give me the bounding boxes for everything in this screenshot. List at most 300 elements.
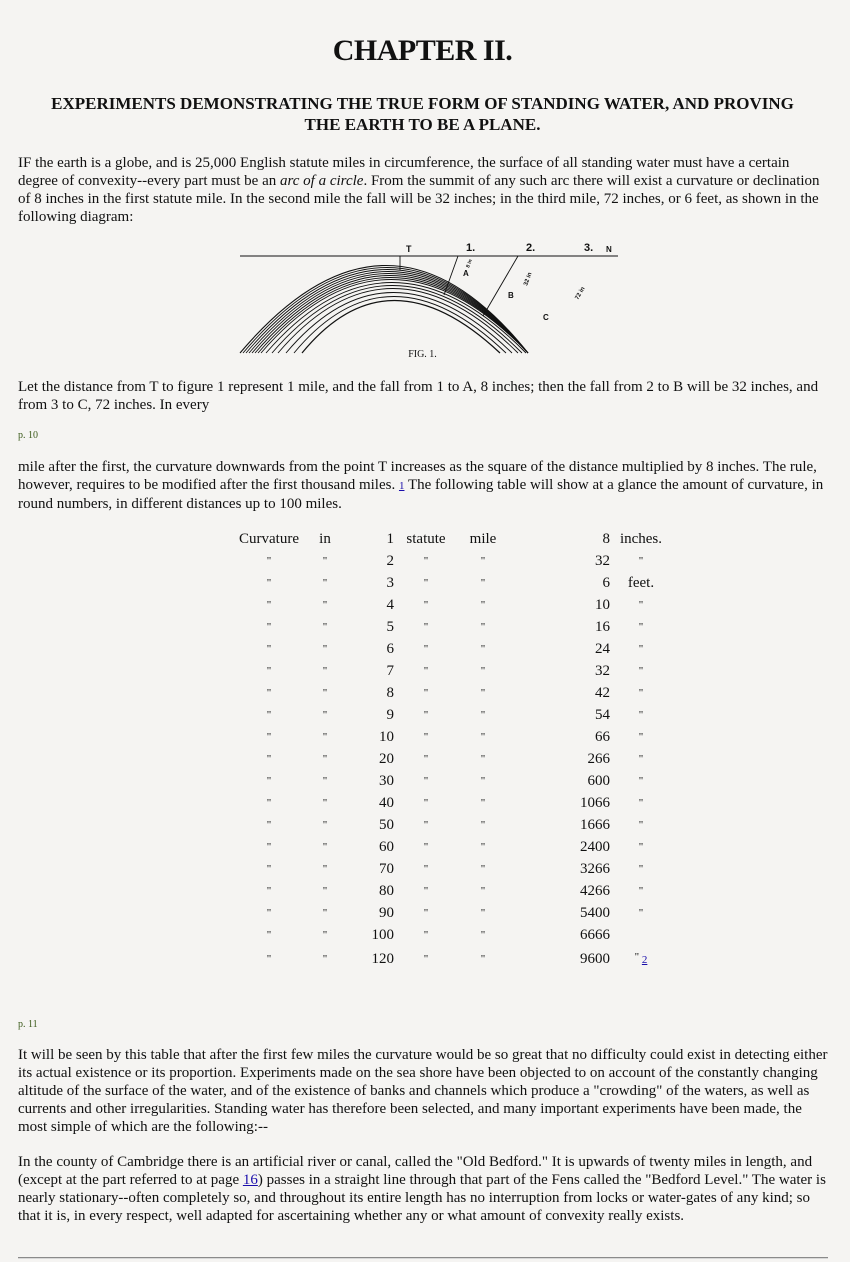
cell-text: " bbox=[638, 599, 644, 611]
figure-caption: FIG. 1. bbox=[408, 349, 437, 360]
table-cell bbox=[312, 814, 338, 836]
table-cell bbox=[400, 616, 452, 638]
table-row bbox=[226, 594, 672, 616]
figure-label-N: N bbox=[606, 245, 612, 254]
table-cell bbox=[452, 660, 514, 682]
table-cell bbox=[400, 550, 452, 572]
text: ) passes in a straight line through that part of the Fens called the "Bedford Level." The water is nearly stationary--often completely so, and throughout its entire length has no interruption from locks or water-gates of any kind; so that it is, in every respect, well adapted for ascertaining whether any or what amount of convexity really exists. bbox=[18, 1172, 826, 1224]
table-cell bbox=[610, 660, 672, 682]
cell-text: 70 bbox=[379, 861, 394, 877]
table-cell bbox=[452, 682, 514, 704]
table-cell bbox=[312, 858, 338, 880]
cell-text: " bbox=[638, 797, 644, 809]
table-row bbox=[226, 550, 672, 572]
cell-text: " bbox=[423, 599, 429, 611]
cell-text: " bbox=[322, 687, 328, 699]
cell-text: " bbox=[266, 907, 272, 919]
cell-text: " bbox=[480, 643, 486, 655]
table-cell bbox=[312, 638, 338, 660]
cell-text: " bbox=[266, 863, 272, 875]
cell-text: " bbox=[423, 952, 429, 965]
table-cell bbox=[452, 726, 514, 748]
cell-text: " bbox=[423, 929, 429, 941]
table-cell bbox=[452, 814, 514, 836]
cell-text: " bbox=[266, 687, 272, 699]
table-cell bbox=[514, 924, 610, 946]
cell-text: " bbox=[480, 797, 486, 809]
cell-text: 42 bbox=[595, 685, 610, 701]
table-row bbox=[226, 946, 672, 971]
cell-text: " bbox=[322, 577, 328, 589]
cell-text: " bbox=[322, 621, 328, 633]
table-row bbox=[226, 880, 672, 902]
figure-label-T: T bbox=[406, 244, 412, 254]
table-cell: in bbox=[319, 531, 331, 547]
figure-label-72in: 72 in bbox=[574, 286, 587, 301]
table-cell bbox=[312, 726, 338, 748]
table-cell bbox=[400, 836, 452, 858]
cell-text: " bbox=[266, 599, 272, 611]
horizontal-rule bbox=[18, 1257, 828, 1259]
cell-text: " bbox=[638, 621, 644, 633]
cell-text: feet. bbox=[627, 575, 655, 591]
table-cell: 1 bbox=[386, 531, 394, 547]
table-cell bbox=[514, 792, 610, 814]
table-cell bbox=[338, 638, 400, 660]
table-cell bbox=[312, 704, 338, 726]
cell-text: 266 bbox=[587, 751, 610, 767]
table-cell bbox=[610, 792, 672, 814]
cell-text: 40 bbox=[379, 795, 394, 811]
cell-text: 9600 bbox=[580, 950, 610, 967]
table-cell bbox=[452, 946, 514, 971]
figure-label-32in: 32 in bbox=[523, 271, 534, 287]
cell-text: " bbox=[638, 885, 644, 897]
table-cell bbox=[338, 660, 400, 682]
table-cell bbox=[226, 770, 312, 792]
cell-text: " bbox=[638, 775, 644, 787]
table-cell bbox=[514, 814, 610, 836]
table-cell bbox=[338, 704, 400, 726]
cell-text: 5 bbox=[386, 619, 394, 635]
cell-text: " bbox=[423, 555, 429, 567]
table-cell bbox=[400, 704, 452, 726]
figure-label-3: 3. bbox=[584, 242, 594, 254]
table-cell bbox=[400, 594, 452, 616]
cell-text: 600 bbox=[587, 773, 610, 789]
table-cell bbox=[610, 880, 672, 902]
table-cell bbox=[452, 748, 514, 770]
table-cell bbox=[226, 682, 312, 704]
table-cell bbox=[338, 572, 400, 594]
text: . From the summit of any such arc there will exist a curvature or declination of 8 inches in the first statute mile. In the second mile the fall will be 32 inches; in the third mile, 72 inches, or 6 feet, as shown in the following diagram: bbox=[18, 173, 820, 225]
cell-text: " bbox=[423, 731, 429, 743]
table-cell bbox=[226, 594, 312, 616]
table-row bbox=[226, 682, 672, 704]
table-cell bbox=[514, 572, 610, 594]
table-cell bbox=[338, 946, 400, 971]
cell-text: " bbox=[266, 665, 272, 677]
table-cell bbox=[452, 638, 514, 660]
table-row bbox=[226, 748, 672, 770]
cell-text: " bbox=[266, 775, 272, 787]
cell-text: 16 bbox=[595, 619, 610, 635]
table-cell bbox=[226, 616, 312, 638]
cell-text: " bbox=[638, 555, 644, 567]
table-cell bbox=[514, 836, 610, 858]
table-cell bbox=[610, 902, 672, 924]
table-cell bbox=[514, 616, 610, 638]
cell-text: " bbox=[638, 819, 644, 831]
table-cell bbox=[400, 748, 452, 770]
table-row bbox=[226, 616, 672, 638]
cell-text: " bbox=[322, 797, 328, 809]
chapter-title: CHAPTER II. bbox=[332, 34, 513, 67]
cell-text: " bbox=[322, 555, 328, 567]
table-cell bbox=[226, 858, 312, 880]
cell-text: " bbox=[423, 863, 429, 875]
page-number-11: p. 11 bbox=[18, 1019, 38, 1030]
table-cell bbox=[610, 946, 672, 971]
table-cell bbox=[514, 638, 610, 660]
table-cell bbox=[514, 748, 610, 770]
cell-text: " bbox=[423, 753, 429, 765]
cell-text: " bbox=[322, 731, 328, 743]
paragraph-diagram-explanation: Let the distance from T to figure 1 represent 1 mile, and the fall from 1 to A, 8 inches; then the fall from 2 to B will be 32 inches, and from 3 to C, 72 inches. In every bbox=[18, 379, 819, 413]
table-cell bbox=[312, 660, 338, 682]
table-cell bbox=[226, 902, 312, 924]
cell-text: " bbox=[266, 577, 272, 589]
table-cell bbox=[400, 638, 452, 660]
table-cell bbox=[452, 594, 514, 616]
cell-text: " bbox=[322, 599, 328, 611]
cell-text: " bbox=[480, 599, 486, 611]
text: IF the earth is a globe, and is 25,000 English statute miles in circumference, the surface of all standing water must have a certain degree of convexity--every part must be an bbox=[18, 155, 790, 189]
cell-text: " bbox=[322, 643, 328, 655]
cell-text: " bbox=[322, 863, 328, 875]
cell-text: " bbox=[423, 907, 429, 919]
cell-text: 1066 bbox=[580, 795, 610, 811]
table-cell bbox=[338, 748, 400, 770]
cell-text: " bbox=[266, 885, 272, 897]
cell-text: " bbox=[480, 665, 486, 677]
cell-text: 90 bbox=[379, 905, 394, 921]
table-row bbox=[226, 836, 672, 858]
table-row bbox=[226, 660, 672, 682]
text: The following table will show at a glance the amount of curvature, in round numbers, in different distances up to 100 miles. bbox=[18, 477, 824, 512]
cell-text: " bbox=[423, 885, 429, 897]
cell-text: 66 bbox=[595, 729, 610, 745]
cell-text: " bbox=[423, 775, 429, 787]
table-cell: inches. bbox=[619, 531, 663, 547]
table-cell bbox=[226, 880, 312, 902]
paragraph-curvature-rule bbox=[18, 458, 833, 513]
table-cell bbox=[338, 770, 400, 792]
table-cell bbox=[226, 748, 312, 770]
table-cell bbox=[610, 836, 672, 858]
table-row bbox=[226, 726, 672, 748]
table-cell bbox=[514, 726, 610, 748]
cell-text: 4266 bbox=[580, 883, 610, 899]
table-row bbox=[226, 770, 672, 792]
table-cell bbox=[338, 616, 400, 638]
cell-text: " bbox=[480, 709, 486, 721]
cell-text: " bbox=[480, 885, 486, 897]
cell-text: " bbox=[480, 863, 486, 875]
cell-text: " bbox=[638, 753, 644, 765]
table-cell bbox=[514, 660, 610, 682]
table-cell bbox=[312, 550, 338, 572]
table-header-row bbox=[226, 528, 672, 550]
footnote-link-2[interactable]: 2 bbox=[641, 954, 648, 967]
table-cell bbox=[338, 858, 400, 880]
figure-label-B: B bbox=[508, 291, 514, 300]
cell-text: " bbox=[266, 797, 272, 809]
table-cell bbox=[514, 902, 610, 924]
table-cell bbox=[226, 550, 312, 572]
cell-text: " bbox=[322, 907, 328, 919]
cell-text: 8 bbox=[386, 685, 394, 701]
table-cell bbox=[312, 836, 338, 858]
cell-text: " bbox=[423, 797, 429, 809]
table-cell bbox=[312, 924, 338, 946]
table-cell bbox=[338, 594, 400, 616]
cell-text: " bbox=[266, 952, 272, 965]
cell-text: 2 bbox=[386, 553, 394, 569]
cell-text: " bbox=[322, 952, 328, 965]
cell-text: " bbox=[322, 885, 328, 897]
table-cell bbox=[610, 594, 672, 616]
cell-text: " bbox=[322, 709, 328, 721]
cell-text: " bbox=[480, 753, 486, 765]
cell-text: " bbox=[423, 709, 429, 721]
cell-text: " bbox=[266, 555, 272, 567]
cell-text: 24 bbox=[595, 641, 610, 657]
table-cell bbox=[452, 616, 514, 638]
table-row bbox=[226, 638, 672, 660]
cell-text: 3 bbox=[386, 575, 394, 591]
table-cell bbox=[338, 550, 400, 572]
figure-label-2: 2. bbox=[526, 242, 536, 254]
table-cell bbox=[610, 572, 672, 594]
cell-text: " bbox=[480, 621, 486, 633]
table-cell bbox=[610, 858, 672, 880]
cell-text: " bbox=[266, 841, 272, 853]
cell-text: " bbox=[480, 577, 486, 589]
cell-text: " bbox=[480, 929, 486, 941]
table-cell bbox=[610, 770, 672, 792]
table-cell bbox=[312, 792, 338, 814]
curvature-diagram bbox=[238, 240, 623, 355]
cell-text: " bbox=[423, 621, 429, 633]
table-cell bbox=[452, 704, 514, 726]
table-row bbox=[226, 924, 672, 946]
cell-text: " bbox=[638, 687, 644, 699]
table-cell bbox=[312, 946, 338, 971]
cell-text: " bbox=[480, 952, 486, 965]
curvature-table bbox=[226, 528, 672, 971]
figure-label-8in: 8 in bbox=[465, 258, 474, 269]
table-cell: mile bbox=[469, 531, 497, 547]
table-cell: 8 bbox=[602, 531, 610, 547]
table-cell bbox=[514, 550, 610, 572]
table-row bbox=[226, 858, 672, 880]
cell-text: " bbox=[322, 665, 328, 677]
table-row bbox=[226, 902, 672, 924]
table-cell bbox=[514, 946, 610, 971]
cell-text: " bbox=[638, 863, 644, 875]
paragraph-table-conclusion: It will be seen by this table that after the first few miles the curvature would be so great that no difficulty could exist in detecting either its actual existence or its proportion. Experiments made on the sea shore have been objected to on account of the constantly changing altitude of the surface of the water, and of the existence of banks and channels which produce a "crowding" of the waters, as well as currents and other irregularities. Standing water has therefore been selected, and many important experiments have been made, the most simple of which are the following:-- bbox=[18, 1047, 828, 1135]
table-cell bbox=[610, 638, 672, 660]
table-cell bbox=[338, 792, 400, 814]
table-cell: statute bbox=[406, 531, 446, 547]
table-cell bbox=[226, 792, 312, 814]
table-cell bbox=[400, 880, 452, 902]
table-cell bbox=[400, 902, 452, 924]
cell-text: " bbox=[638, 709, 644, 721]
table-cell bbox=[610, 726, 672, 748]
table-cell bbox=[400, 682, 452, 704]
figure-label-C: C bbox=[543, 313, 549, 322]
table-cell bbox=[312, 594, 338, 616]
table-cell bbox=[338, 902, 400, 924]
table-cell bbox=[400, 660, 452, 682]
cell-text: " bbox=[638, 665, 644, 677]
cell-text: 54 bbox=[595, 707, 610, 723]
table-cell bbox=[226, 924, 312, 946]
cell-text: " bbox=[423, 577, 429, 589]
table-cell bbox=[226, 814, 312, 836]
cell-text: " bbox=[266, 929, 272, 941]
table-cell bbox=[226, 836, 312, 858]
table-cell bbox=[400, 858, 452, 880]
table-cell bbox=[338, 814, 400, 836]
table-cell bbox=[312, 880, 338, 902]
cell-text: " bbox=[638, 841, 644, 853]
page-number-10: p. 10 bbox=[18, 430, 38, 441]
table-cell bbox=[226, 638, 312, 660]
figure-label-1: 1. bbox=[466, 242, 476, 254]
cell-text: " bbox=[480, 731, 486, 743]
table-row bbox=[226, 572, 672, 594]
table-cell bbox=[610, 682, 672, 704]
cell-text: " bbox=[266, 709, 272, 721]
figure-label-A: A bbox=[463, 269, 469, 278]
table-cell bbox=[400, 770, 452, 792]
table-cell bbox=[610, 748, 672, 770]
table-cell bbox=[610, 704, 672, 726]
cell-text: " bbox=[634, 951, 640, 963]
table-cell bbox=[400, 572, 452, 594]
table-cell bbox=[400, 726, 452, 748]
cell-text: " bbox=[266, 753, 272, 765]
cell-text: 3266 bbox=[580, 861, 610, 877]
cell-text: 80 bbox=[379, 883, 394, 899]
cell-text: " bbox=[480, 775, 486, 787]
table-cell bbox=[452, 880, 514, 902]
cell-text: " bbox=[423, 665, 429, 677]
cell-text: 50 bbox=[379, 817, 394, 833]
table-cell bbox=[514, 682, 610, 704]
table-cell bbox=[226, 572, 312, 594]
cell-text: 20 bbox=[379, 751, 394, 767]
table-cell bbox=[400, 946, 452, 971]
table-cell bbox=[514, 880, 610, 902]
cell-text: 6 bbox=[386, 641, 394, 657]
cell-text: 5400 bbox=[580, 905, 610, 921]
table-cell bbox=[514, 858, 610, 880]
table-cell bbox=[452, 770, 514, 792]
table-cell bbox=[312, 682, 338, 704]
table-cell bbox=[226, 726, 312, 748]
chapter-subtitle: EXPERIMENTS DEMONSTRATING THE TRUE FORM OF STANDING WATER, AND PROVING THE EARTH TO BE A PLANE. bbox=[51, 94, 794, 134]
cell-text: " bbox=[638, 731, 644, 743]
cell-text: 6 bbox=[602, 575, 610, 591]
cell-text: 120 bbox=[371, 950, 394, 967]
footnote-link-1[interactable]: 1 bbox=[398, 480, 405, 492]
cell-text: 100 bbox=[371, 927, 394, 943]
cell-text: " bbox=[423, 687, 429, 699]
cell-text: " bbox=[423, 841, 429, 853]
cell-text: 7 bbox=[386, 663, 394, 679]
cell-text: 9 bbox=[386, 707, 394, 723]
table-cell bbox=[226, 660, 312, 682]
cell-text: 6666 bbox=[580, 927, 610, 943]
cell-text: " bbox=[322, 753, 328, 765]
cell-text: " bbox=[322, 841, 328, 853]
cell-text: " bbox=[480, 687, 486, 699]
cell-text: " bbox=[480, 907, 486, 919]
text: In the county of Cambridge there is an artificial river or canal, called the "Old Bedford." It is upwards of twenty miles in length, and (except at the part referred to at page bbox=[18, 1154, 813, 1188]
cell-text: " bbox=[266, 643, 272, 655]
text: mile after the first, the curvature downwards from the point T increases as the square of the distance multiplied by 8 inches. The rule, however, requires to be modified after the first thousand miles. bbox=[18, 459, 817, 493]
table-cell bbox=[514, 770, 610, 792]
cell-text: " bbox=[266, 621, 272, 633]
table-cell bbox=[312, 572, 338, 594]
cell-text: " bbox=[480, 819, 486, 831]
cell-text: 32 bbox=[595, 663, 610, 679]
table-cell bbox=[452, 836, 514, 858]
table-cell bbox=[514, 594, 610, 616]
table-cell bbox=[312, 902, 338, 924]
table-cell bbox=[452, 572, 514, 594]
table-cell bbox=[400, 814, 452, 836]
cell-text: 1666 bbox=[580, 817, 610, 833]
cell-text: " bbox=[322, 929, 328, 941]
paragraph-old-bedford bbox=[18, 1153, 833, 1225]
cell-text: " bbox=[266, 819, 272, 831]
table-cell bbox=[514, 704, 610, 726]
cell-text: " bbox=[480, 555, 486, 567]
table-cell bbox=[452, 924, 514, 946]
table-cell bbox=[400, 924, 452, 946]
table-cell bbox=[312, 748, 338, 770]
cell-text: " bbox=[322, 775, 328, 787]
table-cell bbox=[226, 946, 312, 971]
table-cell bbox=[312, 616, 338, 638]
page-16-link[interactable]: 16 bbox=[242, 1172, 258, 1188]
table-cell bbox=[338, 682, 400, 704]
cell-text: 60 bbox=[379, 839, 394, 855]
table-cell bbox=[338, 880, 400, 902]
cell-text: " bbox=[638, 643, 644, 655]
cell-text: " bbox=[322, 819, 328, 831]
cell-text: " bbox=[266, 731, 272, 743]
table-cell bbox=[338, 726, 400, 748]
table-row bbox=[226, 792, 672, 814]
table-cell bbox=[452, 550, 514, 572]
cell-text: 2400 bbox=[580, 839, 610, 855]
